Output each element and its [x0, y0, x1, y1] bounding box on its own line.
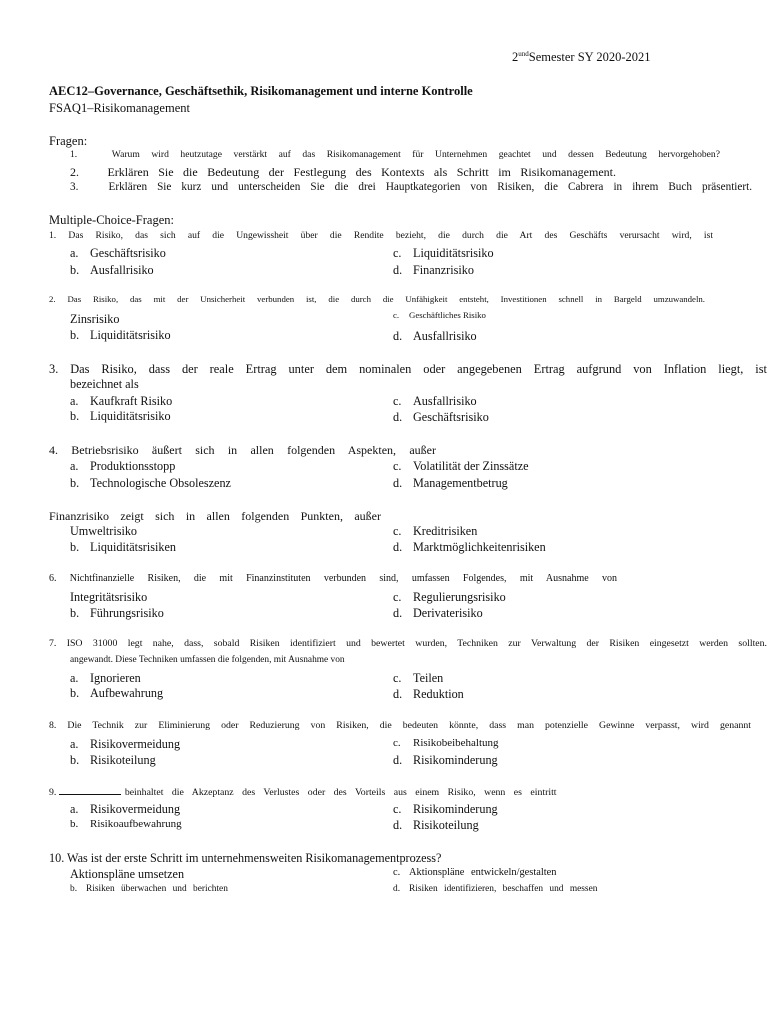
open-question-3: 3. Erklären Sie kurz und unterscheiden Sie die drei Hauptkategorien von Risiken, die Cabrera in ihrem Buch präsentiert.: [70, 181, 753, 193]
q7-option-c[interactable]: c. Teilen: [393, 671, 444, 685]
open-question-2: 2. Erklären Sie die Bedeutung der Festlegung des Kontexts als Schritt im Risikomanagement.: [70, 165, 617, 179]
q1-option-c[interactable]: c. Liquiditätsrisiko: [393, 246, 494, 260]
q5-option-b[interactable]: b. Liquiditätsrisiken: [70, 540, 176, 554]
q10-option-a[interactable]: Aktionspläne umsetzen: [70, 867, 185, 881]
q8-option-d[interactable]: d. Risikominderung: [393, 753, 498, 767]
q5-option-c[interactable]: c. Kreditrisiken: [393, 524, 478, 538]
open-questions-heading: Fragen:: [49, 134, 88, 148]
mcq-question-3-continued: bezeichnet als: [70, 377, 139, 391]
q9-option-a[interactable]: a. Risikovermeidung: [70, 802, 181, 816]
q2-option-a[interactable]: Zinsrisiko: [70, 312, 120, 326]
q2-option-d[interactable]: d. Ausfallrisiko: [393, 329, 477, 343]
answer-blank[interactable]: [59, 785, 121, 795]
mcq-question-4: 4. Betriebsrisiko äußert sich in allen folgenden Aspekten, außer: [49, 443, 436, 457]
q10-option-c[interactable]: c. Aktionspläne entwickeln/gestalten: [393, 867, 557, 878]
q5-option-d[interactable]: d. Marktmöglichkeitenrisiken: [393, 540, 546, 554]
q6-option-a[interactable]: Integritätsrisiko: [70, 590, 148, 604]
q3-option-a[interactable]: a. Kaufkraft Risiko: [70, 394, 173, 408]
q7-option-b[interactable]: b. Aufbewahrung: [70, 686, 164, 700]
open-question-1: 1. Warum wird heutzutage verstärkt auf das Risikomanagement für Unternehmen geachtet und dessen Bedeutung hervorgehoben?: [70, 149, 720, 160]
q6-option-b[interactable]: b. Führungsrisiko: [70, 606, 164, 620]
q6-option-d[interactable]: d. Derivaterisiko: [393, 606, 483, 620]
q1-option-d[interactable]: d. Finanzrisiko: [393, 263, 474, 277]
q3-option-d[interactable]: d. Geschäftsrisiko: [393, 410, 489, 424]
mcq-question-2: 2. Das Risiko, das mit der Unsicherheit verbunden ist, die durch die Unfähigkeit entsteht, Investitionen schnell in Bargeld umzuwandeln.: [49, 294, 705, 304]
q4-option-a[interactable]: a. Produktionsstopp: [70, 459, 176, 473]
q5-option-a[interactable]: Umweltrisiko: [70, 524, 138, 538]
q3-option-c[interactable]: c. Ausfallrisiko: [393, 394, 477, 408]
q8-option-a[interactable]: a. Risikovermeidung: [70, 737, 181, 751]
q1-option-a[interactable]: a. Geschäftsrisiko: [70, 246, 166, 260]
mcq-question-3: 3. Das Risiko, dass der reale Ertrag unter dem nominalen oder angegebenen Ertrag aufgrund von Inflation liegt, ist: [49, 362, 767, 376]
q7-option-d[interactable]: d. Reduktion: [393, 687, 464, 701]
mcq-question-10: 10. Was ist der erste Schritt im unternehmensweiten Risikomanagementprozess?: [49, 851, 442, 865]
q2-option-c[interactable]: c. Geschäftliches Risiko: [393, 310, 486, 320]
mcq-question-9: 9. beinhaltet die Akzeptanz des Verlustes oder des Vorteils aus einem Risiko, wenn es eintritt: [49, 787, 557, 798]
q9-option-b[interactable]: b. Risikoaufbewahrung: [70, 818, 182, 830]
mcq-question-1: 1. Das Risiko, das sich auf die Ungewissheit über die Rendite bezieht, die durch die Art des Geschäfts verursacht wird, ist: [49, 230, 713, 241]
q4-option-c[interactable]: c. Volatilität der Zinssätze: [393, 459, 529, 473]
mcq-question-7-continued: angewandt. Diese Techniken umfassen die folgenden, mit Ausnahme von: [70, 655, 345, 665]
q1-option-b[interactable]: b. Ausfallrisiko: [70, 263, 154, 277]
q9-option-d[interactable]: d. Risikoteilung: [393, 818, 479, 832]
mcq-question-6: 6. Nichtfinanzielle Risiken, die mit Finanzinstituten verbunden sind, umfassen Folgendes, mit Ausnahme von: [49, 573, 617, 584]
course-title: AEC12–Governance, Geschäftsethik, Risikomanagement und interne Kontrolle: [49, 84, 473, 98]
mcq-question-5: Finanzrisiko zeigt sich in allen folgenden Punkten, außer: [49, 509, 381, 523]
q4-option-b[interactable]: b. Technologische Obsoleszenz: [70, 476, 231, 490]
q6-option-c[interactable]: c. Regulierungsrisiko: [393, 590, 506, 604]
q8-option-b[interactable]: b. Risikoteilung: [70, 753, 156, 767]
q3-option-b[interactable]: b. Liquiditätsrisiko: [70, 409, 171, 423]
q2-option-b[interactable]: b. Liquiditätsrisiko: [70, 328, 171, 342]
q10-option-d[interactable]: d. Risiken identifizieren, beschaffen und messen: [393, 884, 598, 894]
q7-option-a[interactable]: a. Ignorieren: [70, 671, 141, 685]
semester-label: $2^{und}Semester$ SY 2020-2021: [512, 50, 651, 64]
mcq-heading: Multiple-Choice-Fragen:: [49, 213, 174, 227]
q9-option-c[interactable]: c. Risikominderung: [393, 802, 498, 816]
q4-option-d[interactable]: d. Managementbetrug: [393, 476, 508, 490]
mcq-question-7: 7. ISO 31000 legt nahe, dass, sobald Risiken identifiziert und bewertet wurden, Techniken zur Verwaltung der Risiken eingesetzt werden sollten.: [49, 638, 767, 649]
q8-option-c[interactable]: c. Risikobeibehaltung: [393, 737, 499, 749]
q10-option-b[interactable]: b. Risiken überwachen und berichten: [70, 884, 228, 894]
document-subtitle: FSAQ1–Risikomanagement: [49, 101, 190, 115]
mcq-question-8: 8. Die Technik zur Eliminierung oder Reduzierung von Risiken, die bedeuten könnte, dass man potenzielle Gewinne verpasst, wird genannt: [49, 720, 751, 731]
